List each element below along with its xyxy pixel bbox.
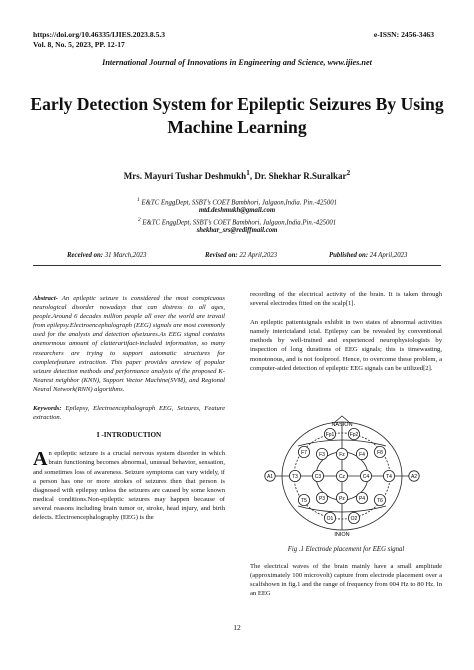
keywords-label: Keywords: xyxy=(33,405,62,413)
left-column xyxy=(33,294,225,522)
figure-caption: Fig .1 Electrode placement for EEG signal xyxy=(287,546,405,553)
email-2[interactable]: shekhar_srs@rediffmail.com xyxy=(196,227,278,234)
right-paragraph-2: An epileptic patientsignals exhibit in two states of abnormal activities namely interictaland ictal. Epilepsy can be revealed by conventional methods by well-trained and experienced neurophysiologists by inspection of long durations of EEG signals; this is timewasting, monotonous, and is not foolproof. Hence, to overcome these problem, a computer-aided detection of epileptic EEG signals can be utilized[2]. xyxy=(250,319,442,372)
header-divider xyxy=(33,265,441,266)
keywords xyxy=(33,404,225,422)
abstract xyxy=(33,294,225,394)
electrode-label-p3: P3 xyxy=(318,495,326,502)
electrode-label-f7: F7 xyxy=(301,449,307,456)
right-column xyxy=(250,290,442,373)
electrode-label-a1: A1 xyxy=(266,473,274,480)
revised-date xyxy=(205,252,277,259)
nasion-label: NASION xyxy=(331,422,353,428)
authors xyxy=(0,168,474,181)
electrode-label-o1: O1 xyxy=(326,515,334,522)
electrode-label-t4: T4 xyxy=(386,473,392,480)
author-2-sup: 2 xyxy=(346,168,351,177)
author-2: , Dr. Shekhar R.Suralkar xyxy=(249,171,347,181)
electrode-label-f3: F3 xyxy=(319,451,325,458)
electrode-label-t6: T6 xyxy=(377,497,383,504)
keywords-text: Epilepsy, Electroencephalograph EEG, Seizures, Feature extraction. xyxy=(33,405,225,422)
right-paragraph-3: The electrical waves of the brain mainly have a small amplitude (approximately 100 microvolt) capture from electrode placement over a scalfshown in fig.1 and the range of frequency from 004 Hz to 80 Hz. In an EEG xyxy=(250,563,442,598)
electrode-label-cz: Cz xyxy=(338,473,346,480)
eeg-electrode-diagram xyxy=(262,414,422,538)
published-date xyxy=(329,252,407,259)
electrode-label-pz: Pz xyxy=(339,495,345,502)
affiliation-1-sup: 1 xyxy=(136,197,140,203)
volume-info: Vol. 8, No. 5, 2023, PP. 12-17 xyxy=(33,40,125,49)
email-1[interactable]: mtd.deshmukh@gmail.com xyxy=(198,207,276,214)
inion-label: INION xyxy=(334,532,350,538)
abstract-label: Abstract- xyxy=(33,295,58,302)
eissn: e-ISSN: 2456-3463 xyxy=(373,30,434,39)
paper-title: Early Detection System for Epileptic Seizures By Using Machine Learning xyxy=(30,94,444,137)
electrode-label-a2: A2 xyxy=(410,473,418,480)
abstract-text: An epileptic seizure is considered the most conspicuous neurological disorder nowadays that can distress to all ages, people.Around 6 decades million people all over the world are travail from epilepsy.Electroencephalograph (EEG) signals are most commonly used for the analysis and detection ofseizures.As EEG signal contains anenormous amount of clatterartifact-included information, so many researchers are trying to support automatic structures for completefeature extraction. This paper provides areview of popular seizure detection methods and performance analysis of the proposed K-Nearest neighbor (KNN), Support Vector Machine(SVM), and Regional Neural Network(RNN) algorithms. xyxy=(33,295,225,393)
electrode-label-fp1: Fp1 xyxy=(325,431,335,438)
intro-text: n epileptic seizure is a crucial nervous system disorder in which brain functioning becomes abnormal, unusual behavior, sensation, and sometimes loss of awareness. Seizure symptoms can vary widely, if a person has one or more strokes of seizures then that person is diagnosed with epilepsy unless the seizures are caused by some known medical conditions.Non-epileptic seizures may happen because of several reasons including brain tumor or, stroke, head injury, and birth defects. Electroencephalography (EEG) is the xyxy=(33,450,225,521)
journal-name: International Journal of Innovations in Engineering and Science, www.ijies.net xyxy=(102,58,372,67)
doi-link[interactable]: https://doi.org/10.46335/IJIES.2023.8.5.3 xyxy=(33,30,166,39)
electrode-label-t5: T5 xyxy=(301,497,307,504)
intro-heading: I -INTRODUCTION xyxy=(96,431,162,440)
author-1-sup: 1 xyxy=(246,168,250,177)
intro-paragraph xyxy=(33,449,225,522)
author-1: Mrs. Mayuri Tushar Deshmukh xyxy=(123,171,247,181)
electrode-label-c4: C4 xyxy=(362,473,370,480)
right-paragraph-1: recording of the electrical activity of the brain. It is taken through several electrodes fitted on the scalp[1]. xyxy=(250,291,442,308)
received-date xyxy=(67,252,146,259)
received-value: 31 March,2023 xyxy=(103,252,147,259)
electrode-label-t3: T3 xyxy=(292,473,298,480)
affiliation-1-text: E&TC EnggDept, SSBT’s COET Bambhori, Jalgaon,India. Pin.-425001 xyxy=(139,199,338,207)
electrode-label-fz: Fz xyxy=(339,451,345,458)
electrode-label-p4: P4 xyxy=(358,495,366,502)
affiliation-2-text: E&TC EnggDept, SSBT’s COET Bambhori, Jalgaon,India.Pin.-425001 xyxy=(140,219,337,227)
revised-label: Revised on: xyxy=(205,252,238,259)
dropcap: A xyxy=(33,448,48,471)
page-number: 12 xyxy=(233,623,241,632)
electrode-label-f8: F8 xyxy=(377,449,383,456)
published-value: 24 April,2023 xyxy=(368,252,408,259)
electrode-label-fp2: Fp2 xyxy=(349,431,359,438)
published-label: Published on: xyxy=(329,252,369,259)
electrode-label-c3: C3 xyxy=(314,473,322,480)
electrode-label-o2: O2 xyxy=(350,515,358,522)
revised-value: 22 April,2023 xyxy=(237,252,278,259)
electrode-label-f4: F4 xyxy=(359,451,365,458)
affiliation-2-sup: 2 xyxy=(137,217,141,223)
received-label: Received on: xyxy=(67,252,104,259)
